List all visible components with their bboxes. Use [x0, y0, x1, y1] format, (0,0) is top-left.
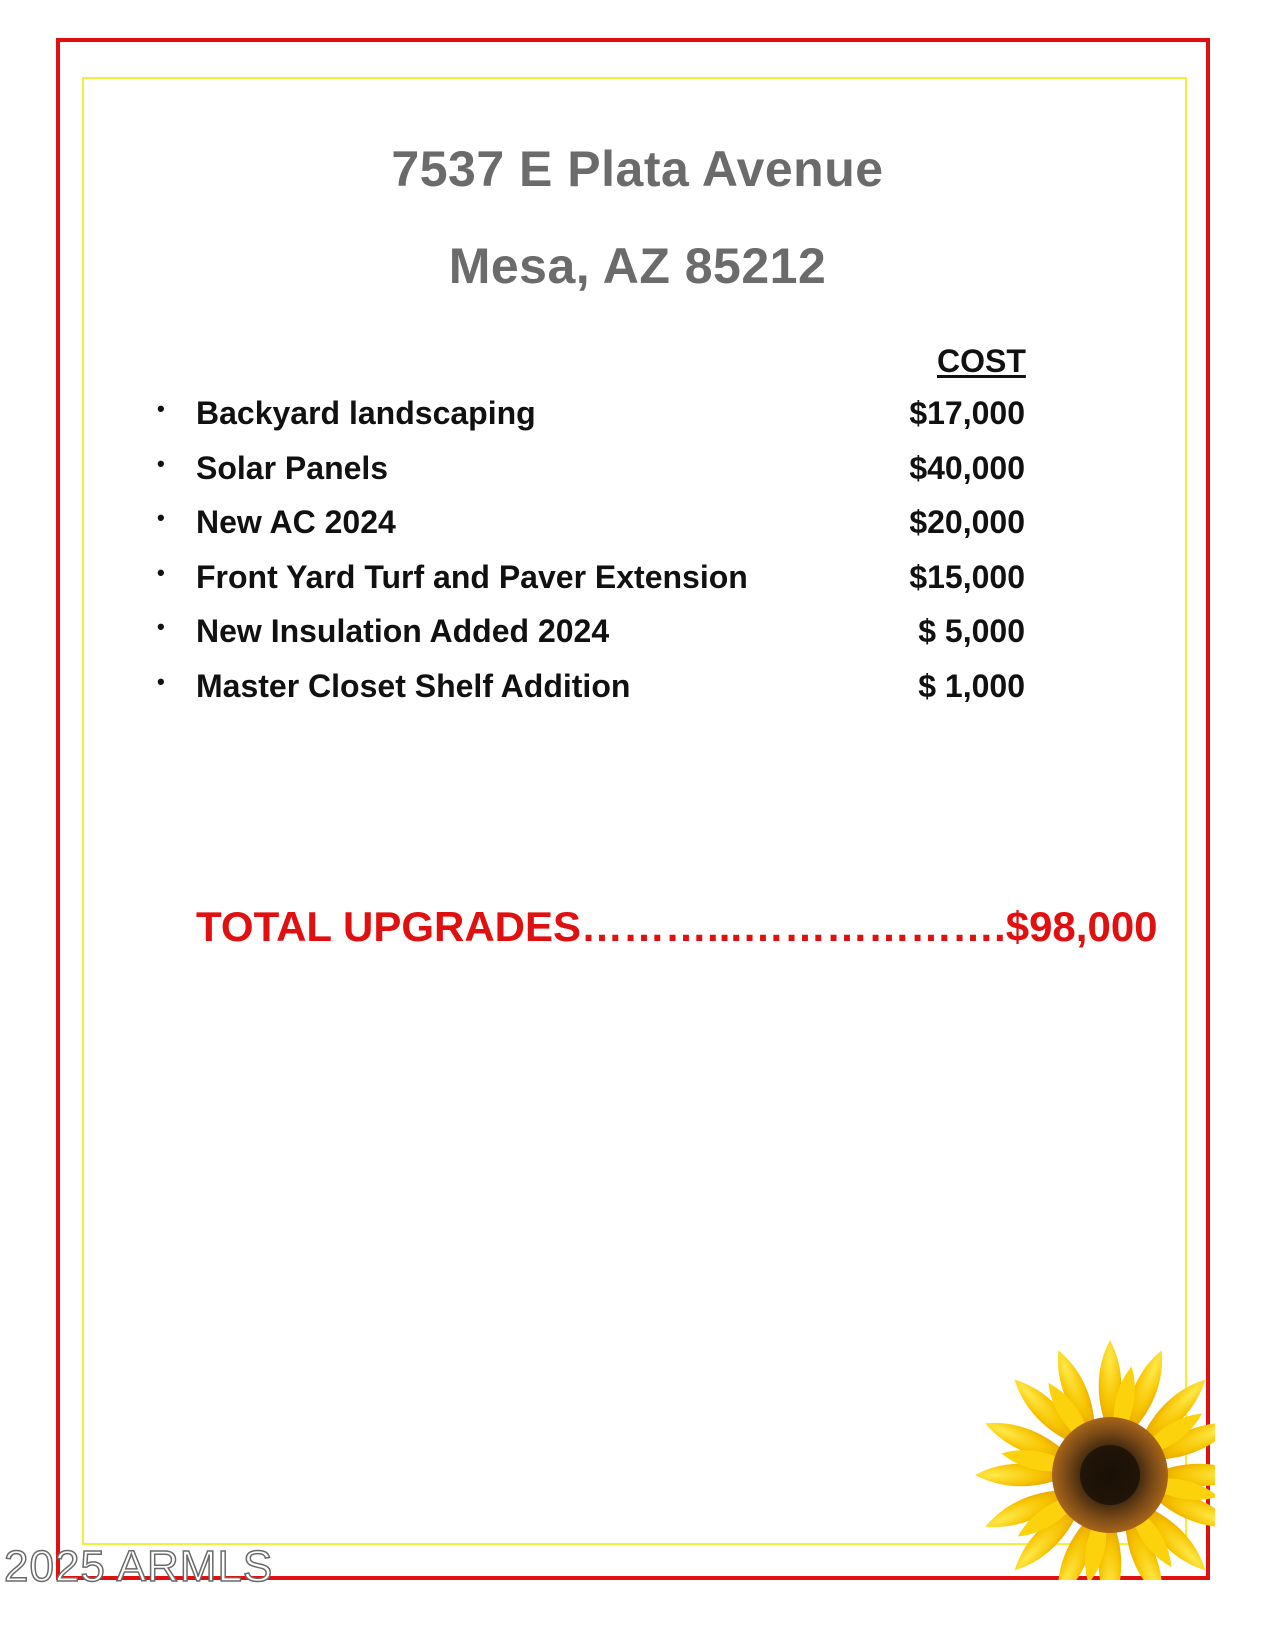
sunflower-image: [955, 1340, 1215, 1580]
list-item: [0, 395, 1275, 450]
bullet-icon: •: [157, 505, 165, 530]
list-item: [0, 559, 1275, 614]
item-label: Master Closet Shelf Addition: [196, 667, 631, 704]
sunflower-icon: [955, 1340, 1215, 1580]
total-upgrades: TOTAL UPGRADES………...……………….$98,000: [196, 903, 1158, 950]
address-city-state-zip: Mesa, AZ 85212: [448, 238, 827, 294]
inner-yellow-border: [82, 77, 1187, 1545]
item-label: Backyard landscaping: [196, 395, 536, 431]
item-label: New AC 2024: [196, 504, 396, 540]
list-item: [0, 613, 1275, 668]
item-cost: $15,000: [909, 558, 1025, 595]
bullet-icon: •: [157, 559, 165, 585]
item-cost: $ 1,000: [918, 667, 1025, 704]
bullet-icon: •: [157, 668, 165, 694]
bullet-icon: •: [157, 614, 165, 639]
item-cost: $40,000: [909, 449, 1025, 486]
item-label: Front Yard Turf and Paver Extension: [196, 558, 748, 595]
upgrade-list: [0, 395, 1275, 722]
list-item: [0, 668, 1275, 723]
cost-column-header: COST: [937, 343, 1026, 379]
address-street: 7537 E Plata Avenue: [391, 141, 884, 197]
list-item: [0, 504, 1275, 559]
item-cost: $17,000: [909, 395, 1025, 431]
item-label: New Insulation Added 2024: [196, 613, 610, 649]
watermark: 2025 ARMLS: [4, 1542, 274, 1591]
item-label: Solar Panels: [196, 449, 389, 486]
list-item: [0, 450, 1275, 505]
item-cost: $20,000: [909, 504, 1025, 540]
bullet-icon: •: [157, 396, 165, 421]
bullet-icon: •: [157, 450, 165, 476]
item-cost: $ 5,000: [918, 613, 1025, 649]
